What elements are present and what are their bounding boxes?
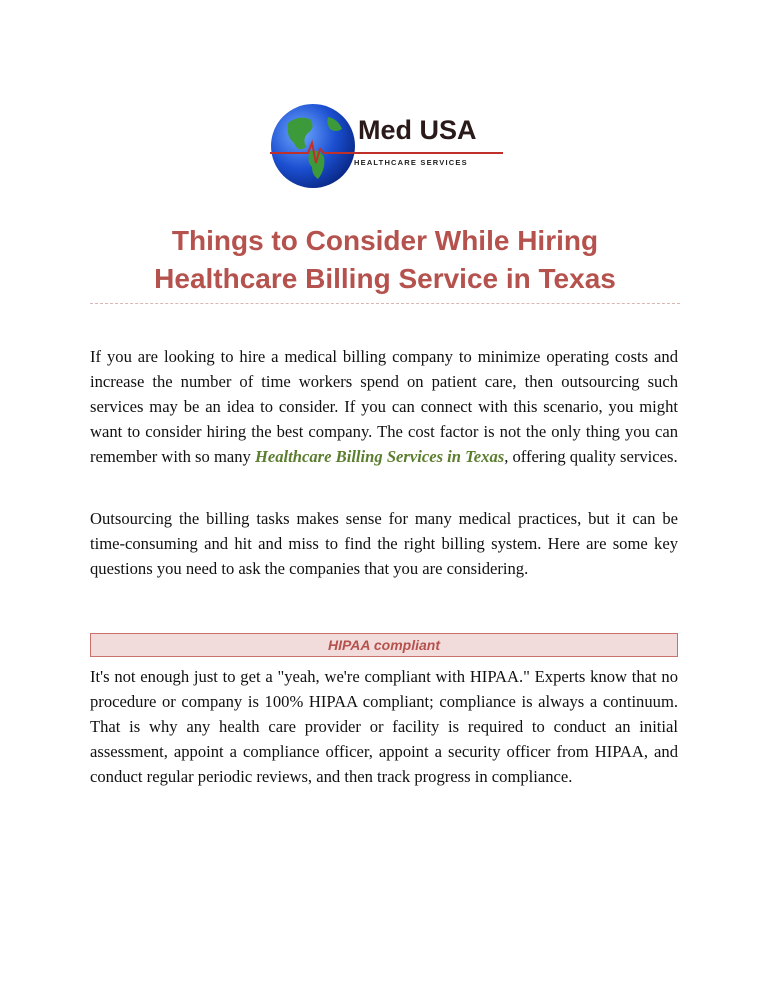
intro-text: If you are looking to hire a medical billing company to minimize operating costs and increase the number of time workers spend on patient care, then outsourcing such services may be an idea to consider. If you can connect with this scenario, you might want to consider hiring the best company. The cost factor is not the only thing you can remember with so many (90, 347, 678, 466)
healthcare-billing-link[interactable]: Healthcare Billing Services in Texas (254, 447, 505, 466)
title-divider (90, 303, 680, 304)
page-title (90, 222, 680, 298)
section-heading: HIPAA compliant (327, 637, 440, 653)
medusa-logo (268, 103, 508, 189)
logo-tagline: HEALTHCARE SERVICES (354, 158, 468, 167)
section-heading-bar (90, 633, 678, 657)
intro-text-end: , offering quality services. (504, 447, 678, 466)
logo-wordmark: Med USA (358, 115, 477, 145)
title-line-1: Things to Consider While Hiring (171, 225, 599, 256)
intro-paragraph (90, 344, 678, 469)
hipaa-paragraph: It's not enough just to get a "yeah, we're compliant with HIPAA." Experts know that no procedure or company is 100% HIPAA compliant; compliance is always a continuum. That is why any health care provider or facility is required to conduct an initial assessment, appoint a compliance officer, appoint a security officer from HIPAA, and conduct regular periodic reviews, and then track progress in compliance. (90, 667, 678, 786)
outsourcing-paragraph: Outsourcing the billing tasks makes sense for many medical practices, but it can be time-consuming and hit and miss to find the right billing system. Here are some key questions you need to ask the companies that you are considering. (90, 509, 678, 578)
title-line-2: Healthcare Billing Service in Texas (154, 263, 616, 294)
